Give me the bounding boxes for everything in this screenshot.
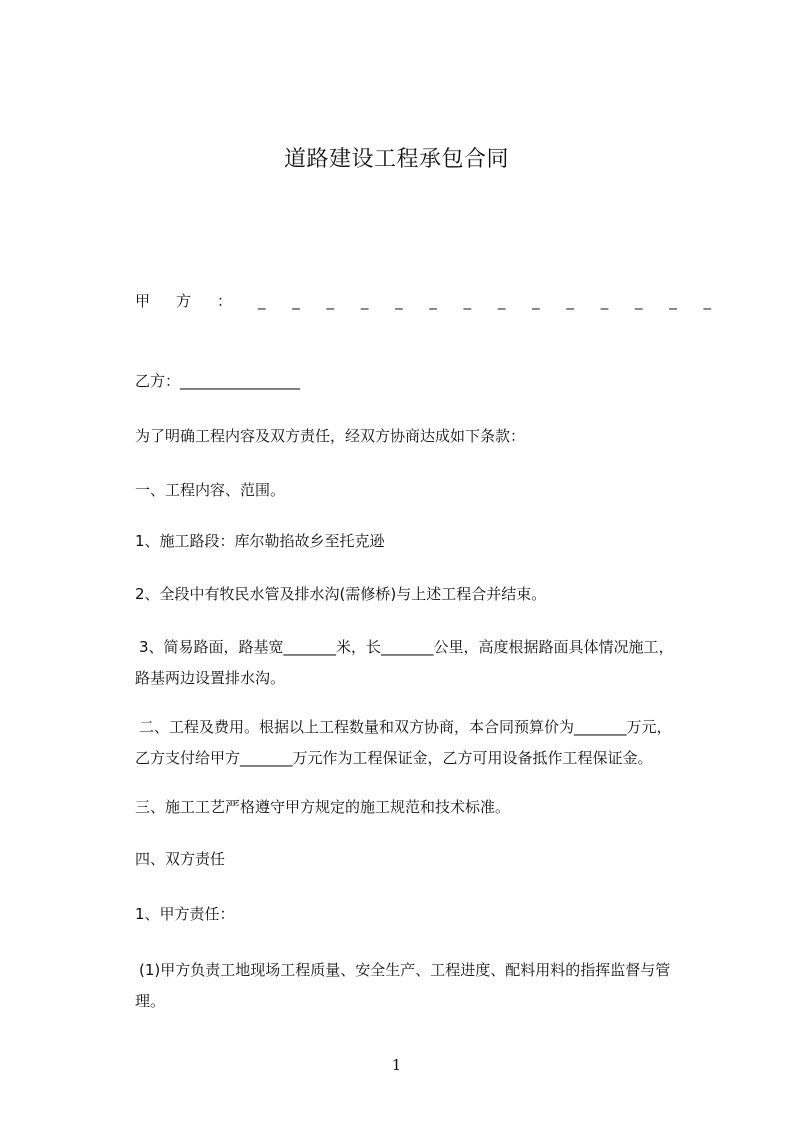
section-2-line-1: 二、工程及费用。根据以上工程数量和双方协商，本合同预算价为_______万元，	[139, 718, 672, 736]
party-a-line	[135, 290, 722, 312]
party-a-label: 甲方：	[135, 292, 259, 310]
party-a-duty-1-line-2: 理。	[135, 992, 166, 1010]
party-a-blank: _ _ _ _ _ _ _ _ _ _ _ _ _ _	[258, 292, 723, 310]
section-2-paragraph	[135, 712, 715, 774]
section-2-line-2: 乙方支付给甲方_______万元作为工程保证金，乙方可用设备抵作工程保证金。	[135, 749, 653, 767]
party-a-duty-1	[135, 955, 715, 1017]
party-b-line: 乙方：________________	[135, 372, 301, 390]
section-1-heading: 一、工程内容、范围。	[135, 481, 286, 499]
party-a-duties-heading: 1、甲方责任：	[135, 905, 235, 923]
section-4-heading: 四、双方责任	[135, 850, 226, 868]
intro-paragraph: 为了明确工程内容及双方责任，经双方协商达成如下条款：	[135, 427, 526, 445]
party-a-duty-1-line-1: (1)甲方负责工地现场工程质量、安全生产、工程进度、配料用料的指挥监督与管	[139, 961, 671, 979]
section-3-heading: 三、施工工艺严格遵守甲方规定的施工规范和技术标准。	[135, 798, 511, 816]
item-2: 2、全段中有牧民水管及排水沟(需修桥)与上述工程合并结束。	[135, 585, 547, 603]
page-number: 1	[391, 1056, 402, 1074]
item-1: 1、施工路段：库尔勒掐故乡至托克逊	[135, 532, 385, 550]
document-title: 道路建设工程承包合同	[283, 147, 509, 172]
item-3-paragraph	[135, 632, 715, 694]
item-3-line-1: 3、简易路面，路基宽_______米，长_______公里，高度根据路面具体情况施工，	[139, 638, 674, 656]
item-3-line-2: 路基两边设置排水沟。	[135, 669, 286, 687]
